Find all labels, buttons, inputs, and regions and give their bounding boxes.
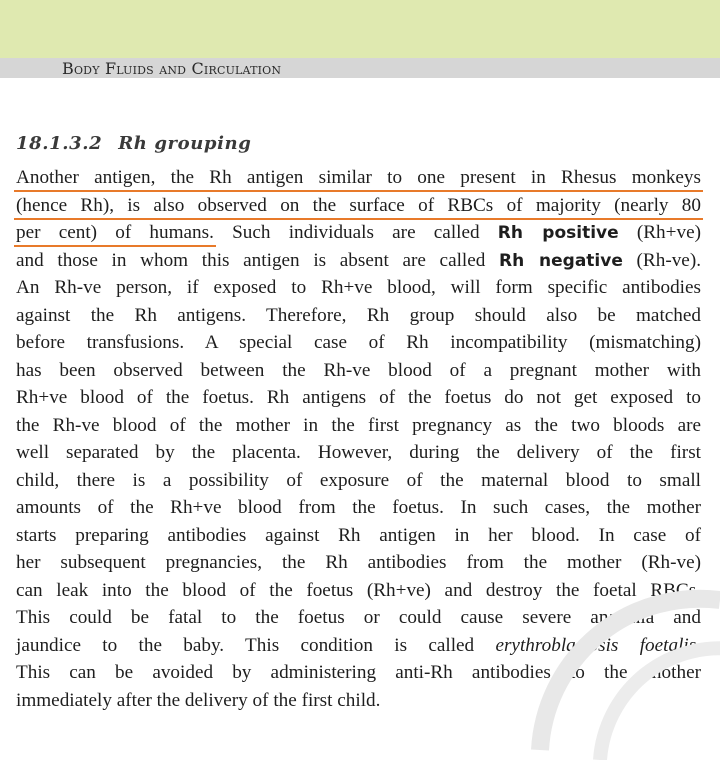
- text-line: This can be avoided by administering anti-Rh antibodies to the mother: [16, 662, 701, 683]
- term-rh-negative: Rh negative: [499, 251, 623, 271]
- section-title: Rh grouping: [118, 133, 252, 154]
- section-heading: [16, 133, 251, 154]
- text-line: An Rh-ve person, if exposed to Rh+ve blood, will form specific antibodies: [16, 277, 701, 298]
- text-line: child, there is a possibility of exposure of the maternal blood to small: [16, 470, 701, 491]
- running-head: Body Fluids and Circulation: [62, 59, 282, 78]
- text-line: well separated by the placenta. However, during the delivery of the first: [16, 442, 701, 463]
- text-run: and those in whom this antigen is absent are called: [16, 250, 500, 271]
- text-line: Rh+ve blood of the foetus. Rh antigens of the foetus do not get exposed to: [16, 387, 701, 408]
- text-line: This could be fatal to the foetus or could cause severe anaemia and: [16, 607, 701, 628]
- text-line: before transfusions. A special case of Rh incompatibility (mismatching): [16, 332, 701, 353]
- text-line: her subsequent pregnancies, the Rh antibodies from the mother (Rh-ve): [16, 552, 701, 573]
- term-erythroblastosis-foetalis: erythroblastosis foetalis: [495, 635, 697, 656]
- section-number: 18.1.3.2: [16, 133, 103, 154]
- text-line: immediately after the delivery of the first child.: [16, 690, 381, 711]
- text-line: [16, 194, 701, 220]
- text-line: has been observed between the Rh-ve blood of a pregnant mother with: [16, 360, 701, 381]
- text-run: (Rh+ve): [618, 222, 701, 243]
- text-line: starts preparing antibodies against Rh antigen in her blood. In case of: [16, 525, 701, 546]
- highlighted-text: (hence Rh), is also observed on the surface of RBCs of majority (nearly 80: [16, 195, 701, 216]
- text-run: .: [696, 635, 701, 656]
- text-line: can leak into the blood of the foetus (Rh+ve) and destroy the foetal RBCs.: [16, 580, 701, 601]
- text-run: (Rh-ve).: [622, 250, 702, 271]
- highlighted-text: Another antigen, the Rh antigen similar to one present in Rhesus monkeys: [16, 167, 701, 188]
- text-run: Such individuals are called: [213, 222, 498, 243]
- text-line: [16, 221, 701, 247]
- text-line: amounts of the Rh+ve blood from the foetus. In such cases, the mother: [16, 497, 701, 518]
- text-line: [16, 634, 701, 660]
- text-line: [16, 166, 701, 192]
- text-line: the Rh-ve blood of the mother in the first pregnancy as the two bloods are: [16, 415, 701, 436]
- text-run: jaundice to the baby. This condition is called: [16, 635, 496, 656]
- term-rh-positive: Rh positive: [497, 223, 619, 243]
- text-line: against the Rh antigens. Therefore, Rh group should also be matched: [16, 305, 701, 326]
- highlighted-text: per cent) of humans.: [16, 222, 214, 243]
- top-color-band: [0, 0, 720, 58]
- text-line: [16, 249, 701, 275]
